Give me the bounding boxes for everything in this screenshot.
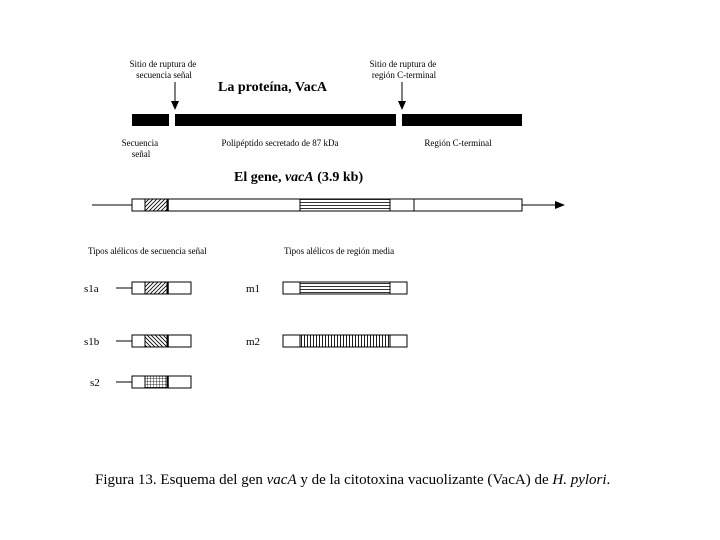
gene-signal-region bbox=[145, 199, 167, 211]
allele-s1a-diagram bbox=[116, 282, 191, 294]
gene-middle-region bbox=[300, 199, 390, 211]
figure-caption: Figura 13. Esquema del gen vacA y de la citotoxina vacuolizante (VacA) de H. pylori. bbox=[95, 472, 611, 488]
gene-direction-arrow bbox=[555, 201, 565, 209]
gene-map bbox=[92, 199, 565, 211]
cterm-region-label: Región C-terminal bbox=[424, 138, 492, 148]
protein-signal-segment bbox=[132, 114, 169, 126]
secreted-polypeptide-label: Polipéptido secretado de 87 kDa bbox=[221, 138, 339, 148]
cterm-cleavage-label: Sitio de ruptura de región C-terminal bbox=[369, 59, 437, 80]
protein-cterm-segment bbox=[402, 114, 522, 126]
allele-s1b-label: s1b bbox=[84, 336, 100, 348]
allele-m2-label: m2 bbox=[246, 336, 261, 348]
signal-sequence-label: Secuencia señal bbox=[121, 138, 159, 159]
allele-m1-diagram bbox=[283, 282, 407, 294]
middle-allele-heading: Tipos alélicos de región media bbox=[284, 246, 395, 256]
gene-title: El gene, vacA (3.9 kb) bbox=[234, 170, 364, 185]
signal-allele-heading: Tipos alélicos de secuencia señal bbox=[88, 246, 207, 256]
allele-s1b-diagram bbox=[116, 335, 191, 347]
allele-m1-label: m1 bbox=[246, 283, 261, 295]
allele-m2-diagram bbox=[283, 335, 407, 347]
signal-cleavage-label: Sitio de ruptura de secuencia señal bbox=[129, 59, 197, 80]
protein-secreted-segment bbox=[175, 114, 396, 126]
cterm-cleavage-arrow bbox=[398, 82, 406, 110]
allele-s2-label: s2 bbox=[90, 377, 100, 389]
allele-s1a-label: s1a bbox=[84, 283, 99, 295]
allele-s2-diagram bbox=[116, 376, 191, 388]
signal-cleavage-arrow bbox=[171, 82, 179, 110]
protein-title: La proteína, VacA bbox=[218, 80, 328, 95]
